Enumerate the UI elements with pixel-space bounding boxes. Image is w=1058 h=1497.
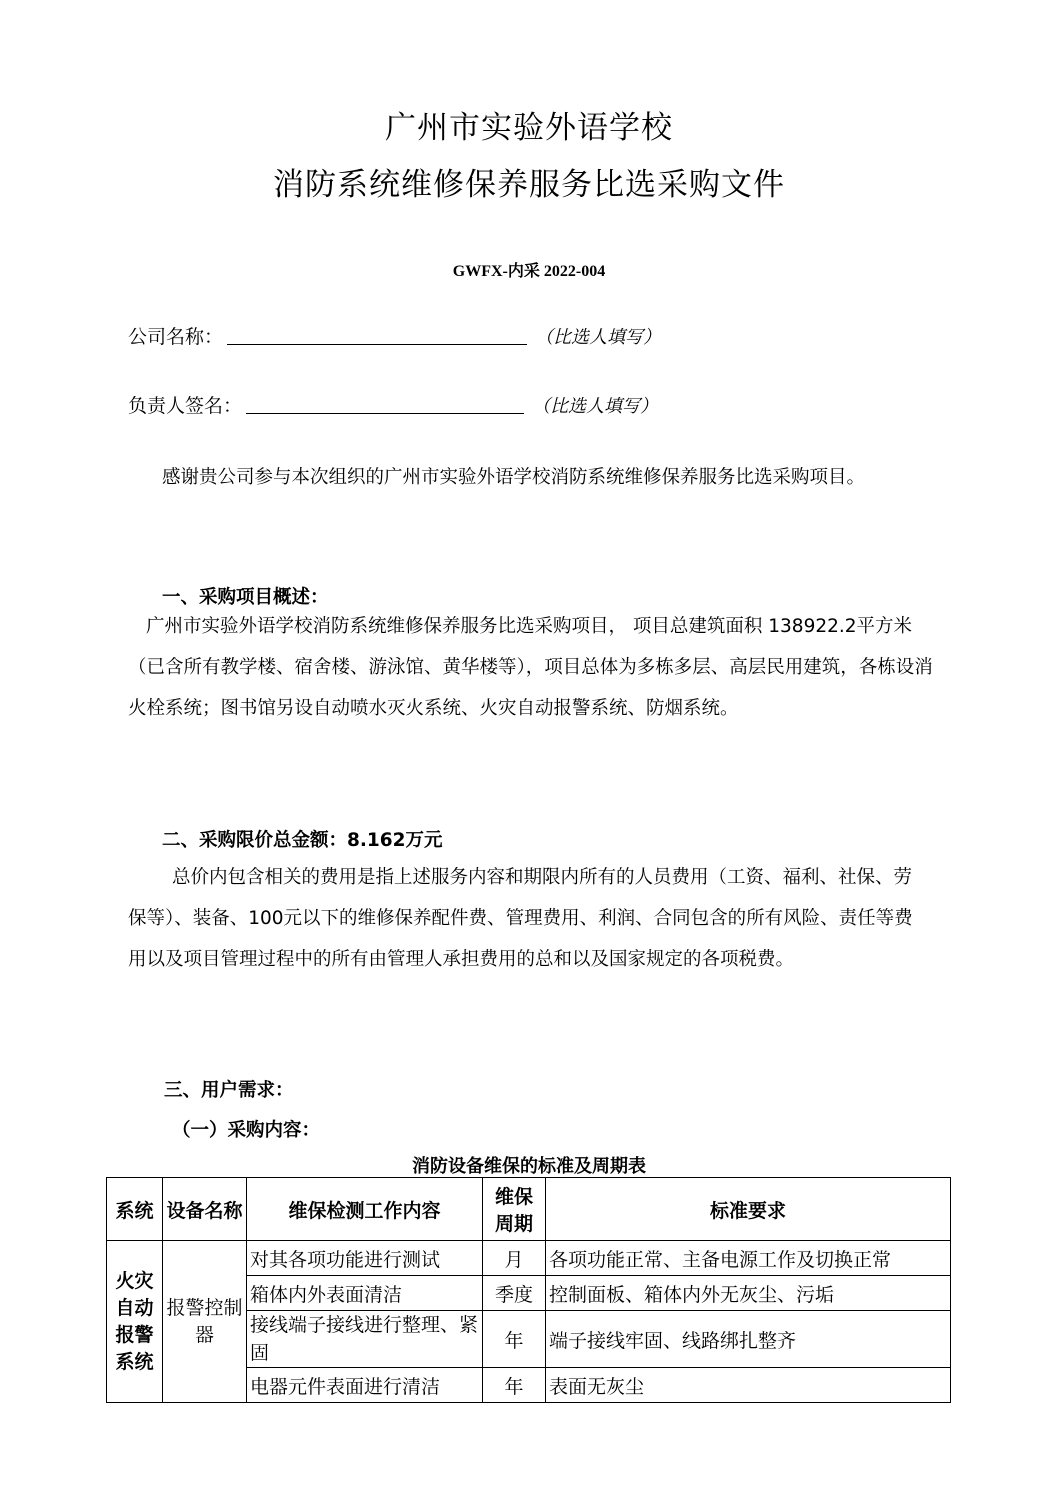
col-header-work: 维保检测工作内容	[247, 1178, 483, 1241]
table-caption: 消防设备维保的标准及周期表	[412, 1156, 646, 1177]
document-title-line2: 消防系统维修保养服务比选采购文件	[273, 167, 785, 203]
device-cell: 报警控制器	[163, 1241, 247, 1403]
section1-heading: 一、采购项目概述：	[162, 587, 329, 608]
section2-body: 总价内包含相关的费用是指上述服务内容和期限内所有的人员费用（工资、福利、社保、劳保等）、装备、100元以下的维修保养配件费、管理费用、利润、合同包含的所有风险、责任等费用以及项目管理过程中的所有由管理人承担费用的总和以及国家规定的各项税费。	[128, 867, 913, 970]
signer-field	[128, 391, 658, 421]
standard-cell: 控制面板、箱体内外无灰尘、污垢	[546, 1276, 951, 1311]
standard-cell: 各项功能正常、主备电源工作及切换正常	[546, 1241, 951, 1276]
cycle-cell: 月	[483, 1241, 546, 1276]
maintenance-table	[106, 1177, 951, 1403]
company-name-field	[128, 322, 661, 352]
standard-cell: 表面无灰尘	[546, 1368, 951, 1403]
intro-paragraph: 感谢贵公司参与本次组织的广州市实验外语学校消防系统维修保养服务比选采购项目。	[162, 467, 866, 488]
table-row	[107, 1241, 951, 1276]
section3-subheading: （一）采购内容：	[172, 1120, 321, 1141]
table-header-row	[107, 1178, 951, 1241]
section3-heading: 三、用户需求：	[164, 1080, 294, 1101]
work-cell: 对其各项功能进行测试	[247, 1241, 483, 1276]
document-code: GWFX-内采 2022-004	[452, 263, 606, 280]
work-cell: 电器元件表面进行清洁	[247, 1368, 483, 1403]
section2-heading: 二、采购限价总金额：8.162万元	[162, 830, 443, 851]
col-header-cycle: 维保周期	[483, 1178, 546, 1241]
col-header-device: 设备名称	[163, 1178, 247, 1241]
cycle-cell: 年	[483, 1368, 546, 1403]
work-cell: 接线端子接线进行整理、紧固	[247, 1311, 483, 1368]
standard-cell: 端子接线牢固、线路绑扎整齐	[546, 1311, 951, 1368]
signer-blank[interactable]	[246, 391, 524, 414]
company-name-hint: （比选人填写）	[535, 327, 662, 348]
company-name-label: 公司名称：	[128, 326, 224, 348]
signer-label: 负责人签名：	[128, 395, 243, 417]
document-title-line1: 广州市实验外语学校	[385, 110, 673, 146]
col-header-standard: 标准要求	[546, 1178, 951, 1241]
work-cell: 箱体内外表面清洁	[247, 1276, 483, 1311]
cycle-cell: 年	[483, 1311, 546, 1368]
system-cell: 火灾自动报警系统	[107, 1241, 163, 1403]
col-header-system: 系统	[107, 1178, 163, 1241]
signer-hint: （比选人填写）	[532, 396, 659, 417]
section1-body: 广州市实验外语学校消防系统维修保养服务比选采购项目， 项目总建筑面积 138922.2平方米（已含所有教学楼、宿舍楼、游泳馆、黄华楼等），项目总体为多栋多层、高层民用建筑，各栋设消火栓系统；图书馆另设自动喷水灭火系统、火灾自动报警系统、防烟系统。	[128, 616, 933, 719]
company-name-blank[interactable]	[227, 322, 527, 345]
cycle-cell: 季度	[483, 1276, 546, 1311]
